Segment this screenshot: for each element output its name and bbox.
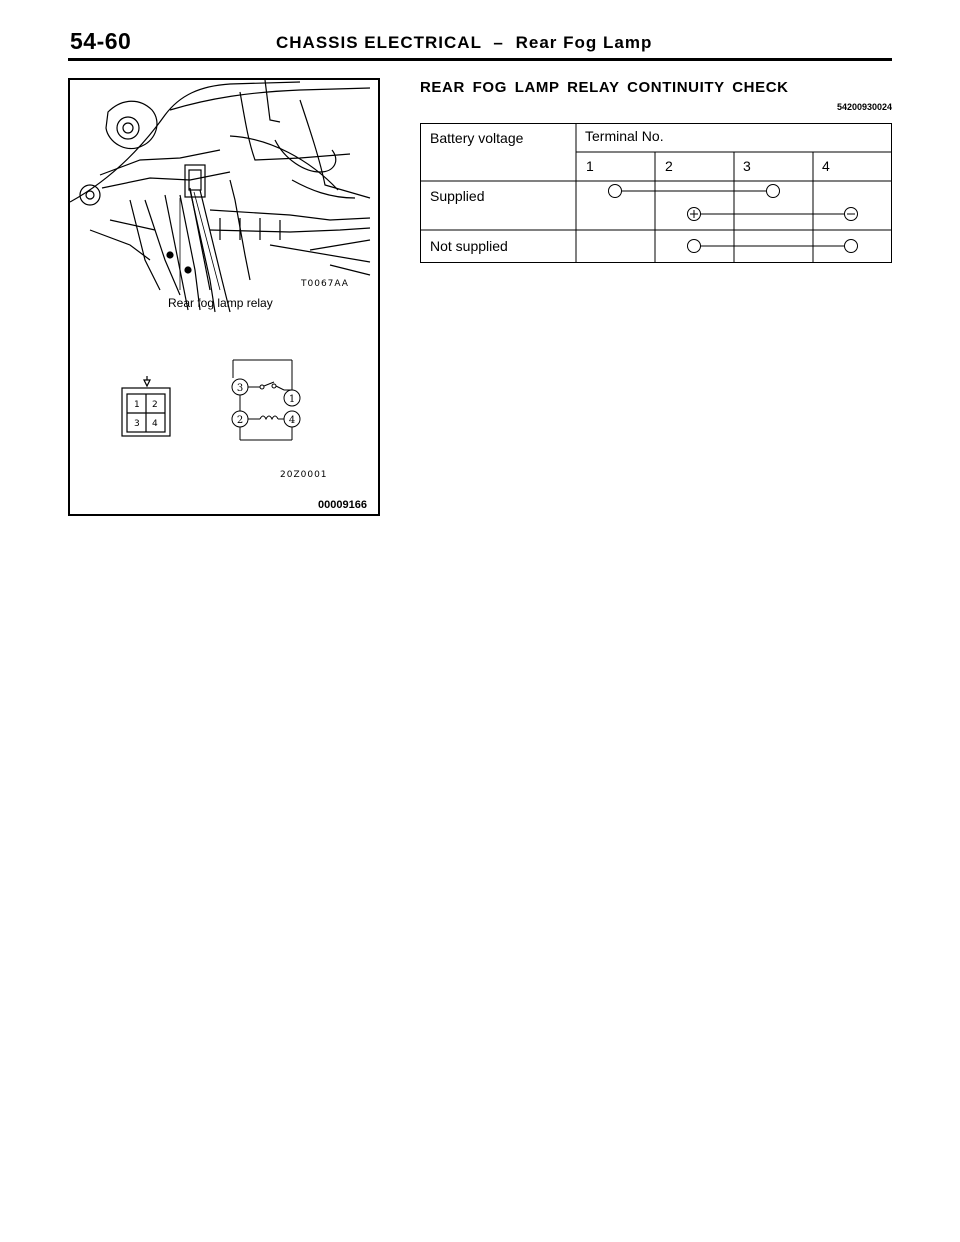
relay-connector-face [122,376,170,436]
terminal-circle-icon [609,185,622,198]
plus-terminal-icon [688,208,701,221]
illustration-code-bottom: 20Z0001 [280,470,328,480]
header-battery-voltage: Battery voltage [430,130,524,146]
section-code: 54200930024 [836,102,892,112]
row-label-supplied: Supplied [430,188,485,204]
continuity-table [420,123,892,263]
section-heading: REAR FOG LAMP RELAY CONTINUITY CHECK [420,79,789,96]
minus-terminal-icon [845,208,858,221]
illustration-code-top: T0067AA [301,279,349,289]
relay-figure [68,78,380,516]
terminal-circle-icon [688,240,701,253]
row-label-not-supplied: Not supplied [430,238,508,254]
terminal-label-3: 3 [743,158,751,174]
circuit-terminal-1: 1 [288,394,296,405]
terminal-circle-icon [767,185,780,198]
circuit-terminal-2: 2 [236,415,244,426]
section-title: CHASSIS ELECTRICAL [276,33,482,52]
connector-pin-1: 1 [134,400,140,410]
relay-callout-label: Rear fog lamp relay [168,296,273,310]
header-terminal-no: Terminal No. [585,128,664,144]
page-number: 54-60 [70,28,132,54]
terminal-label-2: 2 [665,158,673,174]
terminal-label-4: 4 [822,158,830,174]
header-rule [68,58,892,61]
circuit-terminal-4: 4 [288,415,296,426]
title-separator: – [493,33,504,52]
figure-number: 00009166 [318,499,367,511]
continuity-connections [609,185,858,253]
terminal-circle-icon [845,240,858,253]
connector-pin-2: 2 [152,400,158,410]
connector-pin-4: 4 [152,419,158,429]
page-header-title [276,33,652,53]
circuit-terminal-3: 3 [236,383,244,394]
subsection-title: Rear Fog Lamp [515,33,653,52]
terminal-label-1: 1 [586,158,594,174]
connector-pin-3: 3 [134,419,140,429]
